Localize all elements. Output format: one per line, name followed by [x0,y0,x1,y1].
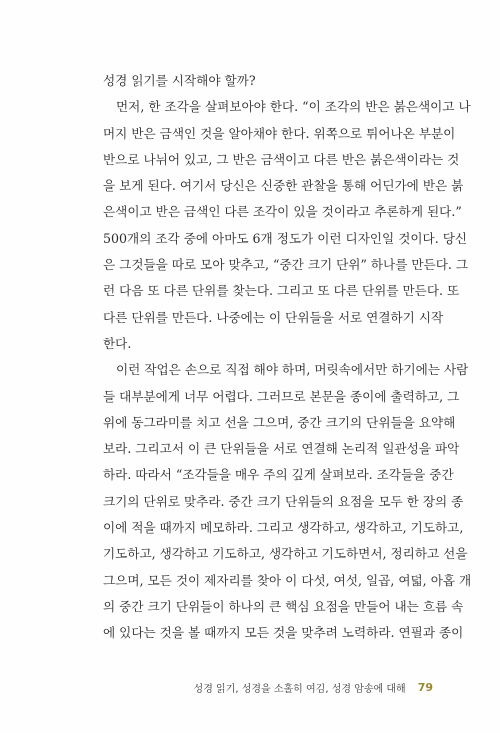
text-line [103,357,469,383]
text-line-content: 이에 적을 때까지 메모하라. 그리고 생각하고, 생각하고, 기도하고, [103,520,464,536]
page-number: 79 [417,680,433,694]
text-line-content: 크기의 단위로 맞추라. 중간 크기 단위들의 요점을 모두 한 장의 종 [103,493,464,509]
text-line [103,384,460,410]
text-line-content: 에 있다는 것을 볼 때까지 모든 것을 맞추려 노력하라. 연필과 종이 [103,625,464,641]
text-line [103,462,454,488]
text-line [103,68,433,94]
running-head: 성경 읽기, 성경을 소홀히 여김, 성경 암송에 대해 [193,683,406,695]
text-line [103,121,456,147]
text-line [103,410,456,436]
text-line-content: 들 대부분에게 너무 어렵다. 그러므로 본문을 종이에 출력하고, 그 [103,388,460,404]
text-line [103,594,464,620]
text-line-content: 위에 동그라미를 치고 선을 그으며, 중간 크기의 단위들을 요약해 [103,414,456,430]
text-line [103,620,464,646]
text-line-content: 먼저, 한 조각을 살펴보아야 한다. “이 조각의 반은 붉은색이고 나 [116,99,471,115]
text-line-content: 성경 읽기를 시작해야 할까? [103,73,256,88]
text-line-content: 반으로 나뉘어 있고, 그 반은 금색이고 다른 반은 붉은색이라는 것 [103,151,460,167]
text-line [103,199,462,225]
text-line [103,173,464,199]
text-line [103,278,460,304]
text-line-content: 의 중간 크기 단위들이 하나의 큰 핵심 요점을 만들어 내는 흐름 속 [103,598,464,614]
text-line [103,94,471,120]
text-line-content: 다른 단위를 만든다. 나중에는 이 단위들을 서로 연결하기 시작 [103,309,444,325]
text-line-content: 한다. [103,335,132,351]
text-line-content: 을 보게 된다. 여기서 당신은 신중한 관찰을 통해 어딘가에 반은 붉 [103,178,464,194]
text-line [103,252,469,278]
page-footer [0,677,433,697]
text-line-content: 머지 반은 금색인 것을 알아채야 한다. 위쪽으로 튀어나온 부분이 [103,125,456,141]
text-line-content: 500개의 조각 중에 아마도 6개 정도가 이런 디자인일 것이다. 당신 [103,230,468,246]
text-line [103,436,460,462]
text-line-content: 보라. 그리고서 이 큰 단위들을 서로 연결해 논리적 일관성을 파악 [103,441,460,457]
text-line [103,147,460,173]
text-line-content: 은색이고 반은 금색인 다른 조각이 있을 것이라고 추론하게 된다.” [103,204,462,220]
text-line [103,489,464,515]
text-line-content: 그으며, 모든 것이 제자리를 찾아 이 다섯, 여섯, 일곱, 여덟, 아홉 개 [103,572,472,588]
text-line-content: 하라. 따라서 “조각들을 매우 주의 깊게 살펴보라. 조각들을 중간 [103,467,454,483]
text-line-content: 기도하고, 생각하고 기도하고, 생각하고 기도하면서, 정리하고 선을 [103,546,468,562]
text-line [103,515,464,541]
text-line [103,541,468,567]
body-text [103,68,472,647]
text-line [103,226,468,252]
text-line [103,305,444,331]
text-line-content: 은 그것들을 따로 모아 맞추고, “중간 크기 단위” 하나를 만든다. 그 [103,257,469,273]
text-line-content: 런 다음 또 다른 단위를 찾는다. 그리고 또 다른 단위를 만든다. 또 [103,283,460,299]
text-line-content: 이런 작업은 손으로 직접 해야 하며, 머릿속에서만 하기에는 사람 [116,362,469,378]
text-line [103,568,472,594]
text-line [103,331,433,357]
